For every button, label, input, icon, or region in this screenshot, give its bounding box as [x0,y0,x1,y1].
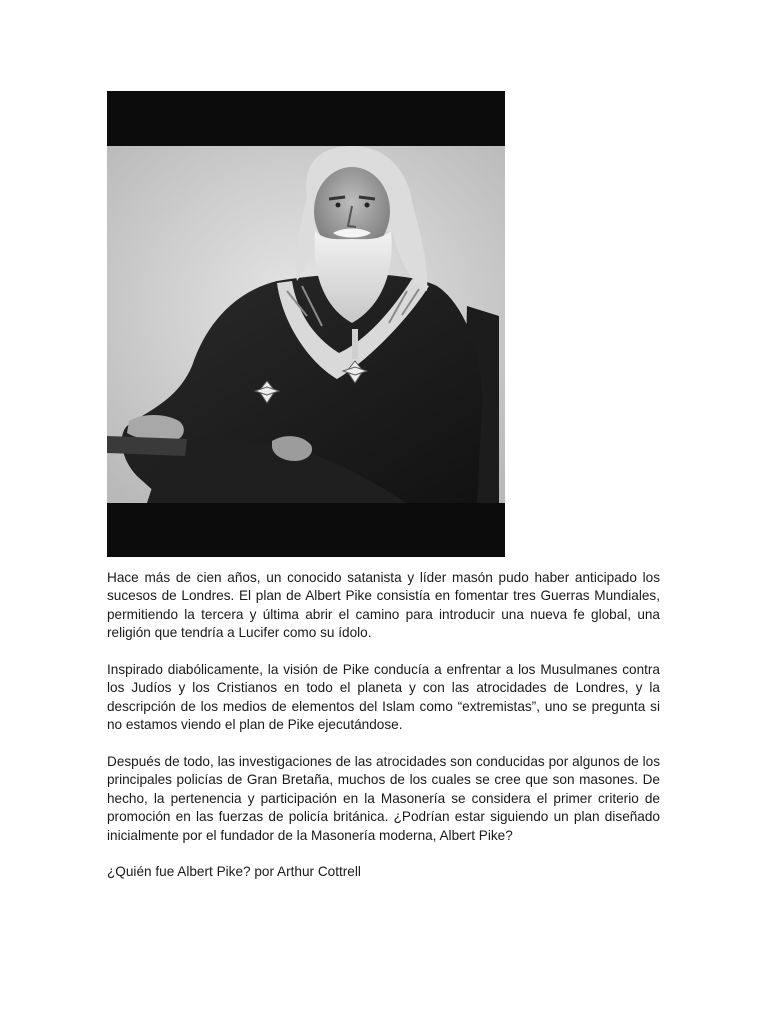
portrait-illustration [107,91,505,557]
portrait-photo [107,91,505,557]
paragraph-3: Después de todo, las investigaciones de las atrocidades son conducidas por algunos de los principales policías de Gran Bretaña, muchos de los cuales se cree que son masones. De hecho, la pertenencia y participación en la Masonería se considera el primer criterio de promoción en las fuerzas de policía británica. ¿Podrían estar siguiendo un plan diseñado inicialmente por el fundador de la Masonería moderna, Albert Pike? [107,754,660,843]
article-body [107,569,660,900]
paragraph-2: Inspirado diabólicamente, la visión de Pike conducía a enfrentar a los Musulmanes contra los Judíos y los Cristianos en todo el planeta y con las atrocidades de Londres, y la descripción de los medios de elementos del Islam como “extremistas”, uno se pregunta si no estamos viendo el plan de Pike ejecutándose. [107,662,660,733]
paragraph-1: Hace más de cien años, un conocido satanista y líder masón pudo haber anticipado los sucesos de Londres. El plan de Albert Pike consistía en fomentar tres Guerras Mundiales, permitiendo la tercera y última abrir el camino para introducir una nueva fe global, una religión que tendría a Lucifer como su ídolo. [107,570,660,641]
closing-line: ¿Quién fue Albert Pike? por Arthur Cottrell [107,864,361,880]
